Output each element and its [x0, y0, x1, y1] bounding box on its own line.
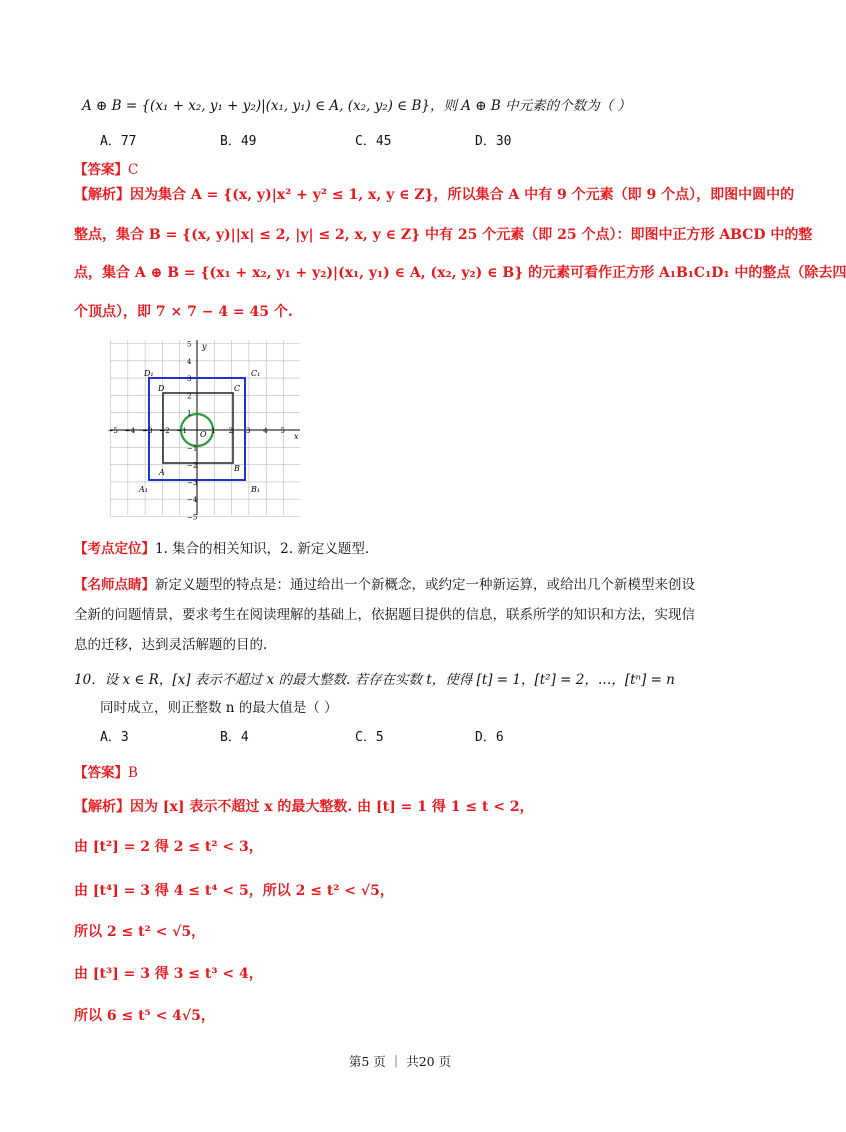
q9-analysis-line-1	[74, 184, 794, 204]
q10-step-1: 由 [t²] = 2 得 2 ≤ t² < 3，	[74, 839, 263, 855]
q10-analysis-label: 【解析】	[74, 799, 130, 815]
q9-kaodian-label: 【考点定位】	[74, 541, 155, 557]
q9-mingshi-line-2: 全新的问题情景，要求考生在阅读理解的基础上，依据题目提供的信息，联系所学的知识和方法，实现信	[74, 607, 695, 623]
q9-option-d: D．30	[475, 134, 512, 149]
q9-analysis-line-2: 整点，集合 B = {(x, y)||x| ≤ 2, |y| ≤ 2, x, y ∈ Z} 中有 25 个元素（即 25 个点）：即图中正方形 ABCD 中的整	[74, 227, 813, 243]
label-a1: A₁	[139, 485, 148, 494]
q9-answer-label: 【答案】	[74, 162, 128, 178]
y-tick-label: 3	[187, 375, 192, 384]
q10-option-d: D．6	[475, 730, 504, 745]
label-d: D	[158, 384, 165, 393]
q10-step-3: 所以 2 ≤ t² < √5，	[74, 924, 206, 940]
q9-option-c: C．45	[355, 134, 392, 149]
q9-analysis-line-4: 个顶点），即 7 × 7 − 4 = 45 个.	[74, 304, 293, 320]
x-tick-label: 3	[245, 427, 251, 435]
y-tick-label: 4	[187, 357, 192, 366]
y-tick-label: −5	[187, 513, 198, 522]
x-tick-label: −3	[142, 427, 153, 435]
y-tick-label: −2	[187, 461, 198, 470]
x-tick-label: −4	[124, 427, 136, 435]
y-tick-label: −1	[187, 444, 198, 453]
q10-step-5: 所以 6 ≤ t⁵ < 4√5，	[74, 1008, 215, 1024]
q10-option-c: C．5	[355, 730, 384, 745]
y-tick-labels	[187, 341, 198, 522]
q10-step-4: 由 [t³] = 3 得 3 ≤ t³ < 4，	[74, 966, 263, 982]
q10-option-b: B．4	[220, 730, 249, 745]
q10-stem-line-2: 同时成立，则正整数 n 的最大值是（ ）	[100, 700, 338, 716]
q9-answer	[74, 158, 138, 178]
q9-stem-tail: A ⊕ B = {(x₁ + x₂, y₁ + y₂)|(x₁, y₁) ∈ A, (x₂, y₂) ∈ B}，则 A ⊕ B 中元素的个数为（ ）	[82, 98, 631, 114]
label-c: C	[234, 384, 241, 393]
y-tick-label: 5	[187, 340, 192, 349]
x-tick-label: −1	[176, 427, 188, 435]
x-tick-label: 1	[211, 427, 216, 435]
q10-analysis-text-1: 因为 [x] 表示不超过 x 的最大整数. 由 [t] = 1 得 1 ≤ t < 2，	[130, 799, 534, 815]
q9-kaodian-text: 1. 集合的相关知识，2. 新定义题型.	[155, 541, 370, 557]
q9-analysis-text-1: 因为集合 A = {(x, y)|x² + y² ≤ 1, x, y ∈ Z}，所以集合 A 中有 9 个元素（即 9 个点），即图中圆中的	[130, 187, 795, 203]
x-tick-label: −5	[107, 427, 118, 435]
q9-answer-value: C	[128, 162, 139, 178]
y-axis-label: y	[202, 342, 207, 351]
label-b1: B₁	[251, 485, 261, 494]
q9-analysis-line-3: 点，集合 A ⊕ B = {(x₁ + x₂, y₁ + y₂)|(x₁, y₁) ∈ A, (x₂, y₂) ∈ B} 的元素可看作正方形 A₁B₁C₁D₁ 中的整点（除去四	[74, 265, 846, 281]
q10-option-a: A．3	[100, 730, 129, 745]
coordinate-graph	[107, 340, 300, 522]
q9-option-b: B．49	[220, 134, 257, 149]
label-c1: C₁	[251, 369, 261, 378]
q10-answer	[74, 761, 138, 781]
y-tick-label: −3	[187, 478, 198, 487]
q9-kaodian	[74, 537, 369, 557]
q9-mingshi-line-1	[74, 573, 695, 593]
q9-option-a: A．77	[100, 134, 137, 149]
q9-mingshi-line-3: 息的迁移，达到灵活解题的目的.	[74, 637, 268, 653]
q10-analysis-line-1	[74, 796, 534, 816]
page-footer: 第5 页 ｜ 共20 页	[348, 1054, 452, 1069]
q10-step-2: 由 [t⁴] = 3 得 4 ≤ t⁴ < 5，所以 2 ≤ t² < √5，	[74, 883, 394, 899]
x-axis-label: x	[294, 432, 299, 441]
y-tick-label: −4	[187, 496, 198, 505]
x-tick-label: −2	[159, 427, 170, 435]
square-abcd	[163, 393, 233, 463]
label-d1: D₁	[144, 369, 154, 378]
label-a: A	[159, 468, 165, 477]
x-tick-label: 4	[263, 427, 268, 435]
origin-label: O	[200, 430, 207, 439]
x-tick-label: 5	[280, 427, 285, 435]
q10-answer-value: B	[128, 765, 138, 781]
y-tick-label: 2	[187, 392, 192, 401]
q9-analysis-label: 【解析】	[74, 187, 130, 203]
q9-mingshi-text-1: 新定义题型的特点是：通过给出一个新概念，或约定一种新运算，或给出几个新模型来创设	[155, 577, 695, 593]
label-b: B	[234, 464, 240, 473]
q10-stem-line-1: 10．设 x ∈ R，[x] 表示不超过 x 的最大整数. 若存在实数 t，使得 [t] = 1，[t²] = 2，…，[tⁿ] = n	[74, 672, 675, 688]
y-tick-label: 1	[187, 409, 192, 418]
x-tick-labels	[108, 427, 285, 435]
q10-answer-label: 【答案】	[74, 765, 128, 781]
q9-mingshi-label: 【名师点睛】	[74, 577, 155, 593]
x-tick-label: 2	[228, 427, 234, 435]
